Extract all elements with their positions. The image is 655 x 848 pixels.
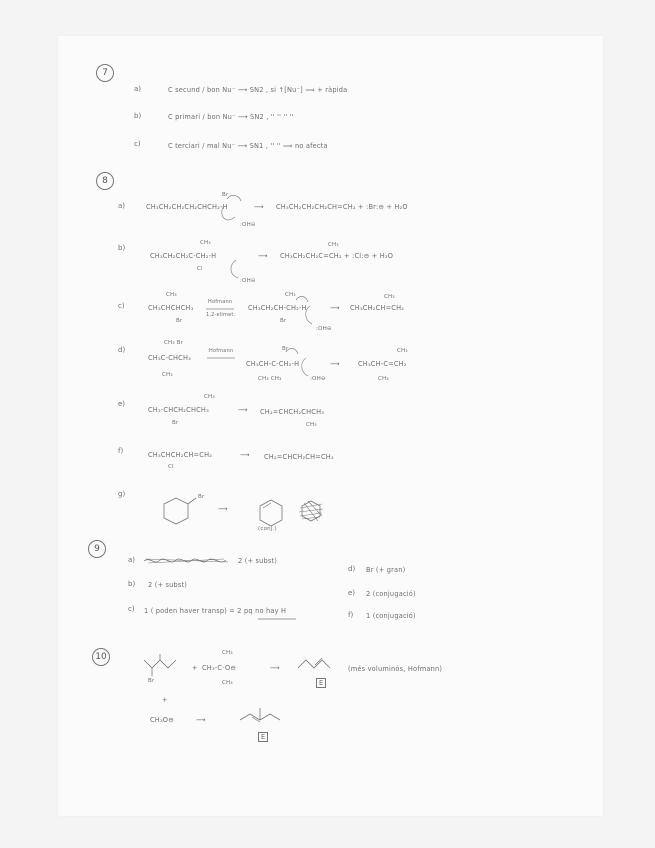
q8-d-intermediate-top: Br <box>282 346 289 352</box>
q8-b-base: :OH⊖ <box>240 278 256 284</box>
q10-product1-note: (més voluminós, Hofmann) <box>348 665 443 673</box>
question-7-number: 7 <box>96 64 114 82</box>
question-8-number: 8 <box>96 172 114 190</box>
q8-c-condition-bottom: 1,2-elimet. <box>206 312 236 318</box>
q8-a-product: CH₃CH₂CH₂CH₂CH=CH₂ + :Br:⊖ + H₂O <box>276 203 408 211</box>
q8-b-reactant-substituent: Cl <box>197 266 203 272</box>
q8-item-a-label: a) <box>118 202 126 210</box>
q8-d-intermediate-substituent: CH₃ CH₃ <box>258 376 282 382</box>
q8-b-product-top: CH₃ <box>328 242 339 248</box>
q8-e-product-substituent: CH₃ <box>306 422 317 428</box>
q9-item-e-text: 2 (conjugació) <box>366 590 416 598</box>
q8-c-product: CH₃CH₂CH=CH₂ <box>350 304 405 312</box>
q8-c-condition-top: Hofmann <box>208 299 233 305</box>
q8-c-base: :OH⊖ <box>316 326 332 332</box>
q8-b-reactant-top: CH₃ <box>200 240 211 246</box>
q8-d-intermediate: CH₃CH-C-CH₂-H <box>246 360 300 368</box>
q8-b-arrow: ⟶ <box>258 252 268 260</box>
q8-item-e-label: e) <box>118 400 126 408</box>
q9-item-d-label: d) <box>348 565 356 573</box>
q8-f-reactant-substituent: Cl <box>168 464 174 470</box>
q8-d-reactant: CH₃C-CHCH₃ <box>148 354 191 362</box>
q10-plus2: + <box>162 696 168 704</box>
q9-item-c-text: 1 ( poden haver transp) = 2 pq no hay H <box>144 607 287 615</box>
q8-c-intermediate: CH₃CH₂CH-CH₂-H <box>248 304 307 312</box>
q8-b-product: CH₃CH₂CH₂C=CH₂ + :Cl:⊖ + H₂O <box>280 252 394 260</box>
q8-item-d-label: d) <box>118 346 126 354</box>
cyclohexene-product-structure <box>254 498 288 528</box>
q7-item-b-text: C primari / bon Nu⁻ ⟶ SN2 , '' '' '' '' <box>168 113 294 121</box>
q10-plus: + <box>192 664 198 672</box>
q8-d-arrow: ⟶ <box>330 360 340 368</box>
q8-a-reactant-substituent: Br <box>222 192 229 198</box>
q8-c-reactant-top: CH₃ <box>166 292 177 298</box>
q7-item-a-text: C secund / bon Nu⁻ ⟶ SN2 , si ↑[Nu⁻] ⟹ + ràpida <box>168 86 348 94</box>
q8-c-intermediate-substituent: Br <box>280 318 287 324</box>
q8-item-b-label: b) <box>118 244 126 252</box>
q8-a-arrow: ⟶ <box>254 203 264 211</box>
q8-a-base: :OH⊖ <box>240 222 256 228</box>
q8-g-product-note: (conj.) <box>258 526 277 532</box>
q10-base-substituent: CH₃ <box>222 680 233 686</box>
q8-item-f-label: f) <box>118 447 124 455</box>
q8-c-product-top: CH₃ <box>384 294 395 300</box>
q8-e-reactant: CH₃-CHCH₂CHCH₃ <box>148 406 209 414</box>
q8-d-product-substituent: CH₃ <box>378 376 389 382</box>
q9-item-b-label: b) <box>128 580 136 588</box>
q8-g-reactant-substituent: Br <box>198 494 205 500</box>
q8-c-reactant: CH₃CHCHCH₃ <box>148 304 194 312</box>
q9-item-e-label: e) <box>348 589 356 597</box>
q8-a-electron-arrows <box>205 195 265 225</box>
q8-c-arrow: ⟶ <box>330 304 340 312</box>
scribbled-out-structure <box>298 500 324 522</box>
q9-a-scribble <box>144 556 234 566</box>
q8-d-product-top: CH₃ <box>397 348 408 354</box>
q8-item-c-label: c) <box>118 302 125 310</box>
q9-item-f-label: f) <box>348 611 354 619</box>
q8-b-electron-arrows <box>220 258 260 288</box>
q10-base-top: CH₃ <box>222 650 233 656</box>
q10-arrow: ⟶ <box>270 664 280 672</box>
q8-d-product: CH₃CH-C=CH₂ <box>358 360 407 368</box>
q9-c-underline <box>258 617 298 621</box>
q8-c-electron-arrows <box>292 298 332 328</box>
q8-d-electron-arrows <box>284 348 324 378</box>
q8-d-base: :OH⊖ <box>310 376 326 382</box>
q10-base: CH₃-C-O⊖ <box>202 664 237 672</box>
q8-c-condition-arrow <box>206 307 236 311</box>
q9-item-d-text: Br (+ gran) <box>366 566 406 574</box>
q8-e-product: CH₂=CHCH₂CHCH₃ <box>260 408 325 416</box>
q8-d-condition-top: Hofmann <box>209 348 234 354</box>
q8-f-reactant: CH₃CHCH₂CH=CH₂ <box>148 451 213 459</box>
q10-alkyl-bromide-structure <box>142 654 182 680</box>
q8-a-reactant: CH₃CH₂CH₂CH₂CHCH₂-H <box>146 203 228 211</box>
q9-item-b-text: 2 (+ subst) <box>148 581 188 589</box>
q10-product1-tag: E <box>316 678 326 688</box>
q10-hofmann-alkene-structure <box>296 656 342 678</box>
q7-item-b-label: b) <box>134 112 142 120</box>
q8-item-g-label: g) <box>118 490 126 498</box>
q8-f-product: CH₂=CHCH₂CH=CH₂ <box>264 453 334 461</box>
question-10-number: 10 <box>92 648 110 666</box>
q10-product2-tag: E <box>258 732 268 742</box>
q9-item-a-label: a) <box>128 556 136 564</box>
q10-arrow2: ⟶ <box>196 716 206 724</box>
q7-item-c-label: c) <box>134 140 141 148</box>
q8-f-arrow: ⟶ <box>240 451 250 459</box>
q8-d-reactant-substituent: CH₃ <box>162 372 173 378</box>
q8-e-reactant-top: CH₃ <box>204 394 215 400</box>
q8-d-reactant-top: CH₃ Br <box>164 340 184 346</box>
q8-b-reactant: CH₃CH₂CH₂C-CH₂-H <box>150 252 217 260</box>
q10-reactant-substituent: Br <box>148 678 155 684</box>
cyclohexyl-bromide-structure <box>156 496 196 526</box>
q8-c-reactant-substituent: Br <box>176 318 183 324</box>
q10-zaitsev-alkene-structure <box>238 706 286 730</box>
notebook-page <box>58 36 603 816</box>
q8-d-condition-arrow <box>207 356 237 360</box>
q9-item-c-label: c) <box>128 605 135 613</box>
q10-base2: CH₃O⊖ <box>150 716 174 724</box>
q8-c-intermediate-top: CH₃ <box>285 292 296 298</box>
q7-item-c-text: C terciari / mal Nu⁻ ⟶ SN1 , '' '' ⟹ no afecta <box>168 142 328 150</box>
q8-e-arrow: ⟶ <box>238 406 248 414</box>
q9-item-a-text: 2 (+ subst) <box>238 557 278 565</box>
q9-item-f-text: 1 (conjugació) <box>366 612 416 620</box>
q8-g-arrow: ⟶ <box>218 505 228 513</box>
q8-e-reactant-substituent: Br <box>172 420 179 426</box>
question-9-number: 9 <box>88 540 106 558</box>
q7-item-a-label: a) <box>134 85 142 93</box>
